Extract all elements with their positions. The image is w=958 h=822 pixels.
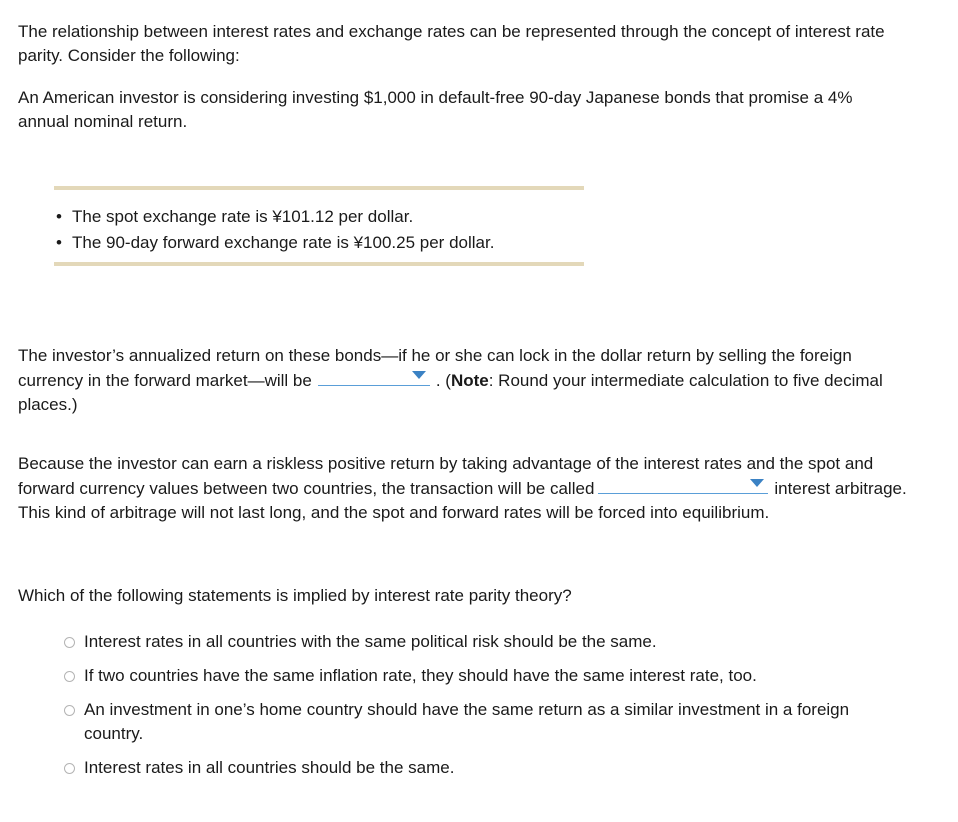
arbitrage-question-text: Because the investor can earn a riskless positive return by taking advantage of the interest rates and the spot and forward currency values between two countries, the transaction will be called (18, 454, 874, 498)
option-label: Interest rates in all countries should be the same. (84, 758, 455, 777)
scenario-text: An American investor is considering investing $1,000 in default-free 90-day Japanese bonds that promise a 4% annual nominal return. (18, 88, 853, 131)
bullet-icon: • (56, 233, 62, 252)
rate-item-text: The spot exchange rate is ¥101.12 per dollar. (72, 207, 414, 226)
note-open: . ( (435, 371, 451, 390)
parity-option-2[interactable] (64, 664, 904, 688)
radio-circle-icon[interactable] (64, 637, 75, 648)
option-label: An investment in one’s home country should have the same return as a similar investment in a foreign country. (84, 700, 850, 743)
note-label: Note (450, 371, 489, 390)
intro-text: The relationship between interest rates and exchange rates can be represented through the concept of interest rate parity. Consider the following: (18, 22, 885, 65)
exchange-rates-list (56, 204, 494, 256)
radio-circle-icon[interactable] (64, 671, 75, 682)
parity-option-4[interactable] (64, 756, 904, 780)
return-question (18, 344, 908, 417)
parity-option-3[interactable] (64, 698, 904, 746)
arbitrage-question-tail: interest arbitrage. This kind of arbitrage will not last long, and the spot and forward rates will be forced into equilibrium. (18, 479, 907, 522)
rate-item-forward (56, 230, 494, 256)
rate-item-text: The 90-day forward exchange rate is ¥100.25 per dollar. (72, 233, 495, 252)
option-label: If two countries have the same inflation rate, they should have the same interest rate, too. (84, 666, 757, 685)
arbitrage-question (18, 452, 908, 525)
note-text: : Round your intermediate calculation to five decimal places.) (18, 371, 883, 414)
parity-options-group (64, 630, 904, 790)
parity-question-prompt: Which of the following statements is implied by interest rate parity theory? (18, 586, 572, 605)
bullet-icon: • (56, 207, 62, 226)
exchange-rates-box (54, 186, 584, 266)
rate-item-spot (56, 204, 494, 230)
annualized-return-dropdown[interactable] (318, 368, 430, 386)
radio-circle-icon[interactable] (64, 763, 75, 774)
option-label: Interest rates in all countries with the same political risk should be the same. (84, 632, 657, 651)
parity-option-1[interactable] (64, 630, 904, 654)
caret-down-icon (412, 371, 426, 379)
caret-down-icon (750, 479, 764, 487)
arbitrage-type-dropdown[interactable] (598, 476, 768, 494)
return-question-text: The investor’s annualized return on these bonds—if he or she can lock in the dollar return by selling the foreign currency in the forward market—will be (18, 346, 852, 390)
radio-circle-icon[interactable] (64, 705, 75, 716)
